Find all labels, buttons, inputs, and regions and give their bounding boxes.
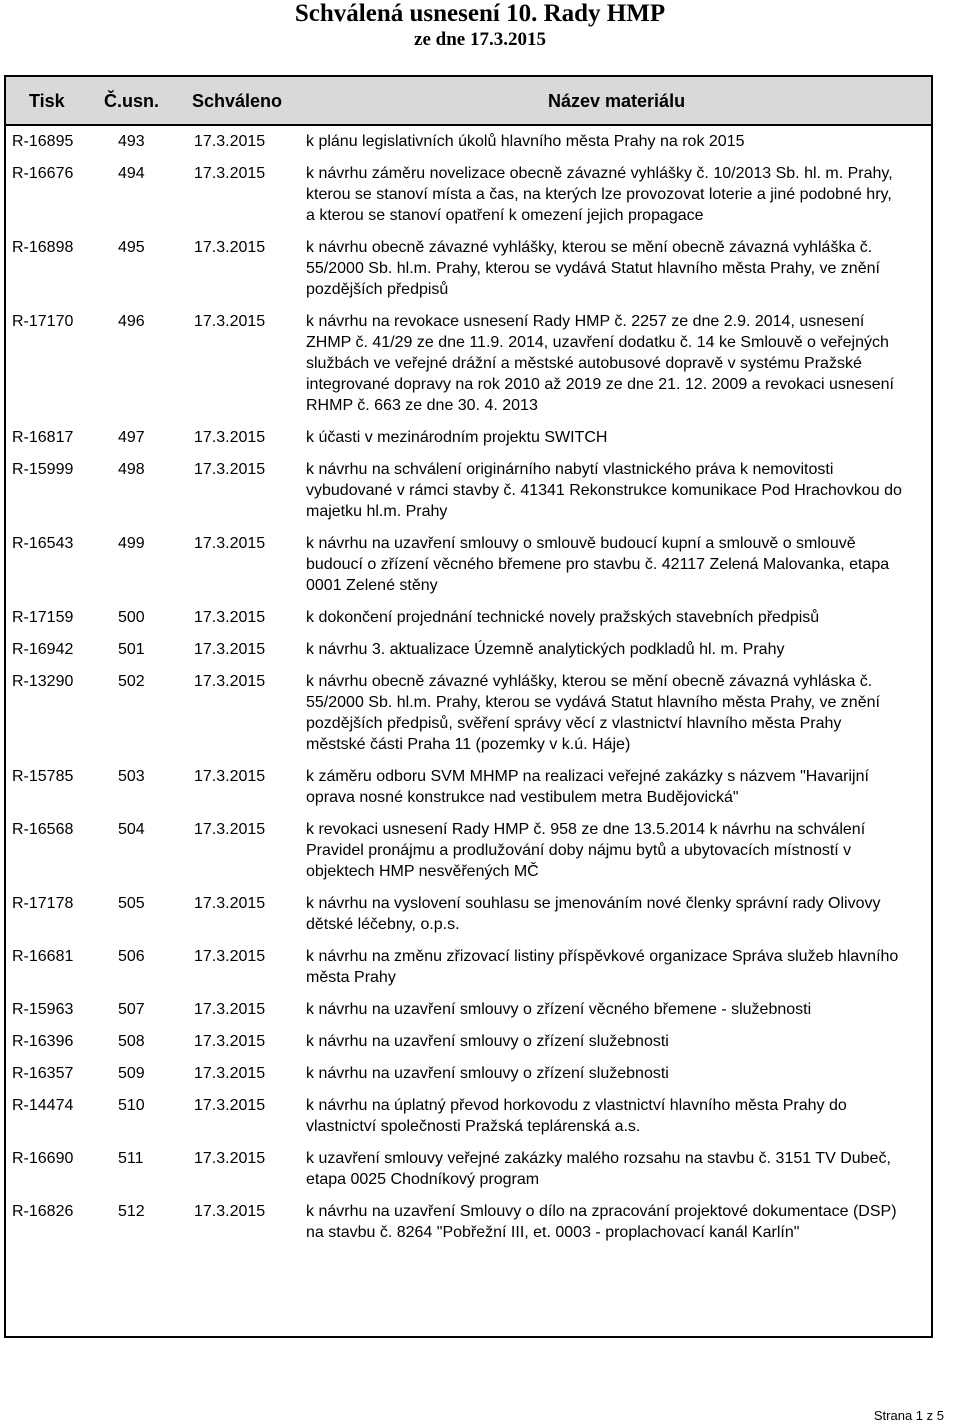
cell-date: 17.3.2015 [194, 821, 266, 838]
cell-tisk: R-13290 [12, 673, 74, 690]
cell-name: k návrhu na úplatný převod horkovodu z vlastnictví hlavního města Prahy do vlastnictví společnosti Pražská teplárenská a.s. [306, 1097, 847, 1135]
cell-cusn: 496 [118, 313, 145, 330]
cell-name: k návrhu obecně závazné vyhlášky, kterou se mění obecně závazná vyhláška č. 55/2000 Sb. hl.m. Prahy, kterou se vydává Statut hlavního města Prahy, ve znění pozdějších předpisů [306, 239, 880, 298]
cell-cusn: 506 [118, 948, 145, 965]
cell-date: 17.3.2015 [194, 165, 266, 182]
cell-date: 17.3.2015 [194, 535, 266, 552]
cell-name: k dokončení projednání technické novely pražských stavebních předpisů [306, 609, 820, 626]
cell-date: 17.3.2015 [194, 133, 266, 150]
cell-cusn: 510 [118, 1097, 145, 1114]
cell-tisk: R-16817 [12, 429, 74, 446]
cell-name: k uzavření smlouvy veřejné zakázky malého rozsahu na stavbu č. 3151 TV Dubeč, etapa 0025 Chodníkový program [306, 1150, 891, 1188]
cell-tisk: R-16895 [12, 133, 74, 150]
cell-tisk: R-17170 [12, 313, 74, 330]
cell-cusn: 495 [118, 239, 145, 256]
table-row [4, 311, 933, 416]
cell-cusn: 512 [118, 1203, 145, 1220]
cell-cusn: 499 [118, 535, 145, 552]
cell-tisk: R-16357 [12, 1065, 74, 1082]
cell-tisk: R-16826 [12, 1203, 74, 1220]
cell-cusn: 497 [118, 429, 145, 446]
table-row [4, 131, 933, 152]
cell-name: k návrhu na vyslovení souhlasu se jmenováním nové členky správní rady Olivovy dětské léčebny, o.p.s. [306, 895, 881, 933]
document-title: Schválená usnesení 10. Rady HMP [294, 0, 666, 27]
cell-cusn: 498 [118, 461, 145, 478]
table-row [4, 427, 933, 448]
cell-date: 17.3.2015 [194, 673, 266, 690]
cell-cusn: 504 [118, 821, 145, 838]
cell-date: 17.3.2015 [194, 609, 266, 626]
table-body [4, 131, 933, 1254]
cell-tisk: R-16543 [12, 535, 74, 552]
cell-tisk: R-16676 [12, 165, 74, 182]
table-row [4, 237, 933, 300]
cell-name: k revokaci usnesení Rady HMP č. 958 ze dne 13.5.2014 k návrhu na schválení Pravidel pronájmu a prodlužování doby nájmu bytů a ubytovacích místností v objektech HMP nesvěřených MČ [306, 821, 866, 880]
cell-date: 17.3.2015 [194, 313, 266, 330]
cell-date: 17.3.2015 [194, 948, 266, 965]
table-row [4, 893, 933, 935]
cell-cusn: 500 [118, 609, 145, 626]
table-row [4, 1148, 933, 1190]
cell-cusn: 505 [118, 895, 145, 912]
cell-date: 17.3.2015 [194, 768, 266, 785]
document-header [0, 0, 960, 52]
cell-tisk: R-16898 [12, 239, 74, 256]
table-header [4, 75, 933, 126]
cell-tisk: R-17159 [12, 609, 74, 626]
table-row [4, 1031, 933, 1052]
cell-date: 17.3.2015 [194, 461, 266, 478]
cell-name: k účasti v mezinárodním projektu SWITCH [306, 429, 608, 446]
cell-tisk: R-16568 [12, 821, 74, 838]
table-row [4, 946, 933, 988]
cell-tisk: R-15963 [12, 1001, 74, 1018]
table-row [4, 999, 933, 1020]
cell-name: k návrhu na uzavření smlouvy o zřízení věcného břemene - služebnosti [306, 1001, 812, 1018]
cell-name: k návrhu na uzavření Smlouvy o dílo na zpracování projektové dokumentace (DSP) na stavbu č. 8264 "Pobřežní III, et. 0003 - proplachovací kanál Karlín" [306, 1203, 897, 1241]
cell-name: k návrhu obecně závazné vyhlášky, kterou se mění obecně závazná vyhláska č. 55/2000 Sb. hl.m. Prahy, kterou se vydává Statut hlavního města Prahy, ve znění pozdějších předpisů, svěření správy věcí z vlastnictví hlavního města Prahy městské části Praha 11 (pozemky v k.ú. Háje) [306, 673, 880, 753]
column-header-schvaleno: Schváleno [192, 91, 283, 111]
page-number: Strana 1 z 5 [873, 1408, 944, 1423]
cell-tisk: R-16690 [12, 1150, 74, 1167]
document-subtitle: ze dne 17.3.2015 [414, 29, 546, 50]
cell-cusn: 511 [118, 1150, 144, 1167]
cell-cusn: 509 [118, 1065, 145, 1082]
table-row [4, 1201, 933, 1243]
cell-name: k návrhu na schválení originárního nabytí vlastnického práva k nemovitosti vybudované v rámci stavby č. 41341 Rekonstrukce komunikace Pod Hrachovkou do majetku hl.m. Prahy [306, 461, 902, 520]
cell-date: 17.3.2015 [194, 1001, 266, 1018]
cell-name: k návrhu na změnu zřizovací listiny příspěvkové organizace Správa služeb hlavního města Prahy [306, 948, 899, 986]
table-row [4, 607, 933, 628]
cell-date: 17.3.2015 [194, 1033, 266, 1050]
cell-name: k návrhu 3. aktualizace Územně analytických podkladů hl. m. Prahy [306, 641, 785, 658]
cell-name: k návrhu záměru novelizace obecně závazné vyhlášky č. 10/2013 Sb. hl. m. Prahy, kterou se stanoví místa a čas, na kterých lze provozovat loterie a jiné podobné hry, a kterou se stanoví opatření k omezení jejich propagace [306, 165, 893, 224]
cell-name: k návrhu na uzavření smlouvy o zřízení služebnosti [306, 1065, 669, 1082]
table-row [4, 671, 933, 755]
table-row [4, 819, 933, 882]
cell-cusn: 501 [118, 641, 145, 658]
cell-name: k návrhu na revokace usnesení Rady HMP č. 2257 ze dne 2.9. 2014, usnesení ZHMP č. 41/29 ze dne 11.9. 2014, uzavření dodatku č. 14 ke Smlouvě o veřejných službách ve veřejné drážní a městské autobusové dopravě v systému Pražské integrované dopravy na rok 2010 až 2019 ze dne 21. 12. 2009 a revokaci usnesení RHMP č. 663 ze dne 30. 4. 2013 [306, 313, 894, 414]
cell-name: k návrhu na uzavření smlouvy o smlouvě budoucí kupní a smlouvě o smlouvě budoucí o zřízení věcného břemene pro stavbu č. 42117 Zelená Malovanka, etapa 0001 Zelené stěny [306, 535, 890, 594]
cell-date: 17.3.2015 [194, 641, 266, 658]
cell-tisk: R-15785 [12, 768, 74, 785]
cell-cusn: 507 [118, 1001, 145, 1018]
cell-cusn: 503 [118, 768, 145, 785]
column-header-tisk: Tisk [29, 91, 65, 111]
table-row [4, 459, 933, 522]
cell-cusn: 508 [118, 1033, 145, 1050]
column-header-cusn: Č.usn. [104, 91, 160, 111]
cell-cusn: 494 [118, 165, 145, 182]
table-row [4, 533, 933, 596]
table-row [4, 1095, 933, 1137]
cell-date: 17.3.2015 [194, 1150, 266, 1167]
cell-name: k plánu legislativních úkolů hlavního města Prahy na rok 2015 [306, 133, 745, 150]
cell-name: k záměru odboru SVM MHMP na realizaci veřejné zakázky s názvem "Havarijní oprava nosné konstrukce nad vestibulem metra Budějovická" [306, 768, 869, 806]
cell-name: k návrhu na uzavření smlouvy o zřízení služebnosti [306, 1033, 669, 1050]
cell-tisk: R-17178 [12, 895, 74, 912]
cell-cusn: 493 [118, 133, 145, 150]
column-header-nazev: Název materiálu [548, 91, 686, 111]
cell-cusn: 502 [118, 673, 145, 690]
cell-date: 17.3.2015 [194, 895, 266, 912]
cell-date: 17.3.2015 [194, 239, 266, 256]
cell-tisk: R-16681 [12, 948, 74, 965]
table-row [4, 163, 933, 226]
cell-tisk: R-16942 [12, 641, 74, 658]
cell-date: 17.3.2015 [194, 1065, 266, 1082]
cell-date: 17.3.2015 [194, 1097, 266, 1114]
table-row [4, 1063, 933, 1084]
cell-tisk: R-16396 [12, 1033, 74, 1050]
cell-date: 17.3.2015 [194, 429, 266, 446]
table-row [4, 639, 933, 660]
cell-date: 17.3.2015 [194, 1203, 266, 1220]
cell-tisk: R-14474 [12, 1097, 74, 1114]
cell-tisk: R-15999 [12, 461, 74, 478]
table-row [4, 766, 933, 808]
